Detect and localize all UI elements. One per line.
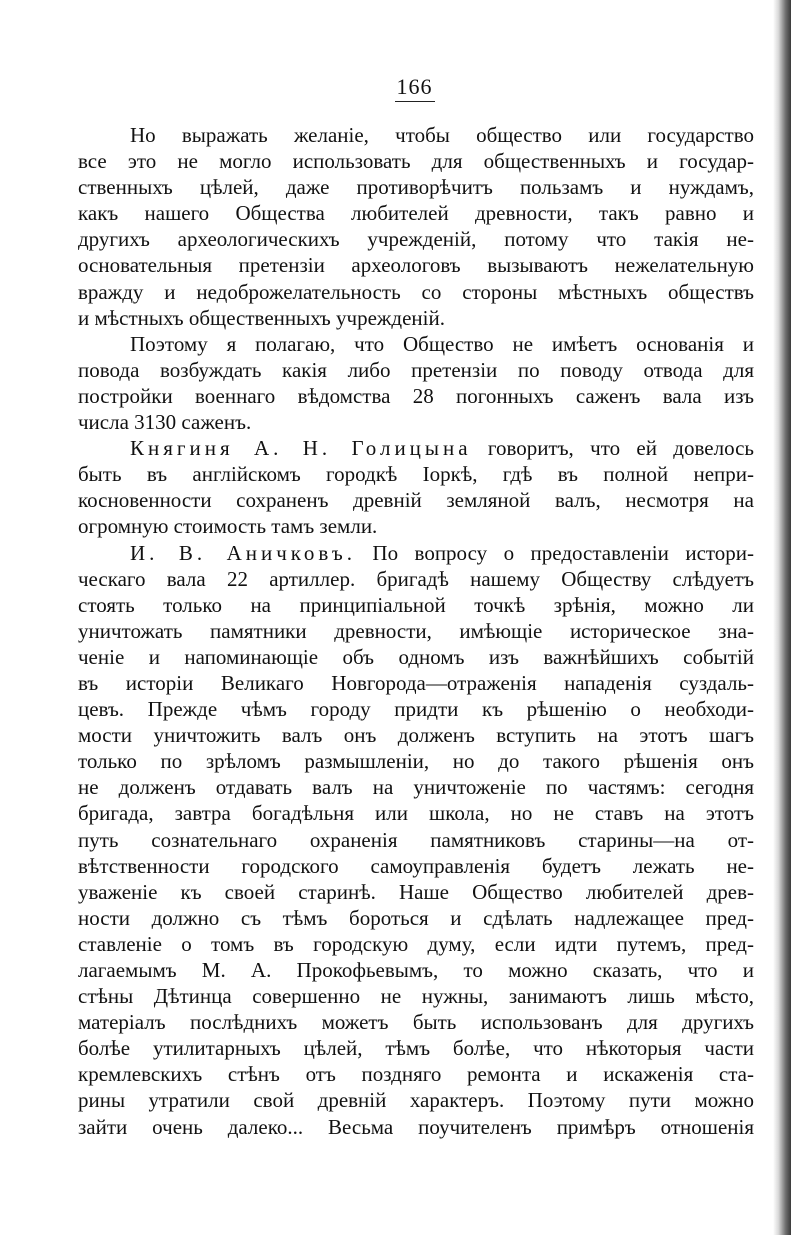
text-line: цевъ. Прежде чѣмъ городу придти къ рѣшенію о необходи- (78, 697, 754, 722)
text-line: бригада, завтра богадѣльня или школа, но не ставъ на этотъ (78, 801, 754, 826)
text-line: ставленіе о томъ въ городскую думу, если идти путемъ, пред- (78, 931, 754, 956)
text-line: повода возбуждать какія либо претензіи по поводу отвода для (78, 357, 754, 382)
text-line: вѣтственности городского самоуправленія будетъ лежать не- (78, 853, 754, 878)
text-line: только по зрѣломъ размышленіи, но до такого рѣшенія онъ (78, 749, 754, 774)
text-line-with-speaker (78, 540, 754, 566)
text-line: уничтожать памятники древности, имѣющіе историческое зна- (78, 618, 754, 643)
text-line: ности должно съ тѣмъ бороться и сдѣлать надлежащее пред- (78, 905, 754, 930)
text-line: числа 3130 саженъ. (78, 410, 252, 435)
text-line: ственныхъ цѣлей, даже противорѣчитъ пользамъ и нуждамъ, (78, 175, 754, 200)
text-line: зайти очень далеко... Весьма поучителенъ примѣръ отношенія (78, 1114, 754, 1139)
text-line: и мѣстныхъ общественныхъ учрежденій. (78, 305, 445, 330)
text-line: другихъ археологическихъ учрежденій, потому что такія не- (78, 227, 754, 252)
text-fragment: По вопросу о предоставленіи истори- (372, 540, 754, 565)
text-line: какъ нашего Общества любителей древности, такъ равно и (78, 201, 754, 226)
page-number-text: 166 (395, 74, 435, 102)
text-line: рины утратили свой древній характеръ. Поэтому пути можно (78, 1088, 754, 1113)
text-line: огромную стоимость тамъ земли. (78, 514, 378, 539)
text-line: матеріалъ послѣднихъ можетъ быть использованъ для другихъ (78, 1010, 754, 1035)
text-line: въ исторіи Великаго Новгорода—отраженія нападенія суздаль- (78, 670, 754, 695)
text-fragment: говоритъ, что ей довелось (487, 436, 754, 461)
text-line: вражду и недоброжелательность со стороны мѣстныхъ обществъ (78, 279, 754, 304)
text-line: косновенности сохраненъ древній земляной валъ, несмотря на (78, 488, 754, 513)
text-line: Но выражать желаніе, чтобы общество или государство (130, 123, 754, 147)
text-line: постройки военнаго вѣдомства 28 погонныхъ саженъ вала изъ (78, 383, 754, 408)
text-line: мости уничтожить валъ онъ долженъ вступить на этотъ шагъ (78, 723, 754, 748)
speaker-name: Княгиня А. Н. Голицына (130, 436, 472, 461)
text-line: кремлевскихъ стѣнъ отъ поздняго ремонта и искаженія ста- (78, 1062, 754, 1087)
text-line: ческаго вала 22 артиллер. бригадѣ нашему Обществу слѣдуетъ (78, 566, 754, 591)
text-line: основательныя претензіи археологовъ вызываютъ нежелательную (78, 253, 754, 278)
text-line: не долженъ отдавать валъ на уничтоженіе по частямъ: сегодня (78, 775, 754, 800)
page-number (0, 74, 791, 102)
body-text (78, 122, 754, 1140)
text-line-with-speaker (78, 435, 754, 461)
text-line: уваженіе къ своей старинѣ. Наше Общество любителей древ- (78, 879, 754, 904)
page-edge-shadow (773, 0, 791, 1235)
text-line: путь сознательнаго охраненія памятниковъ старины—на от- (78, 827, 754, 852)
text-line: все это не могло использовать для общественныхъ и государ- (78, 149, 754, 174)
text-line: лагаемымъ М. А. Прокофьевымъ, то можно сказать, что и (78, 958, 754, 982)
speaker-name: И. В. Аничковъ. (130, 540, 356, 565)
text-line: болѣе утилитарныхъ цѣлей, тѣмъ болѣе, что нѣкоторыя части (78, 1036, 754, 1061)
text-line: ченіе и напоминающіе объ одномъ изъ важнѣйшихъ событій (78, 644, 754, 669)
text-line: стѣны Дѣтинца совершенно не нужны, занимаютъ лишь мѣсто, (78, 984, 754, 1009)
text-line: Поэтому я полагаю, что Общество не имѣетъ основанія и (130, 331, 754, 356)
text-line: стоять только на принципіальной точкѣ зрѣнія, можно ли (78, 592, 754, 617)
text-line: быть въ англійскомъ городкѣ Іоркѣ, гдѣ въ полной непри- (78, 462, 754, 487)
